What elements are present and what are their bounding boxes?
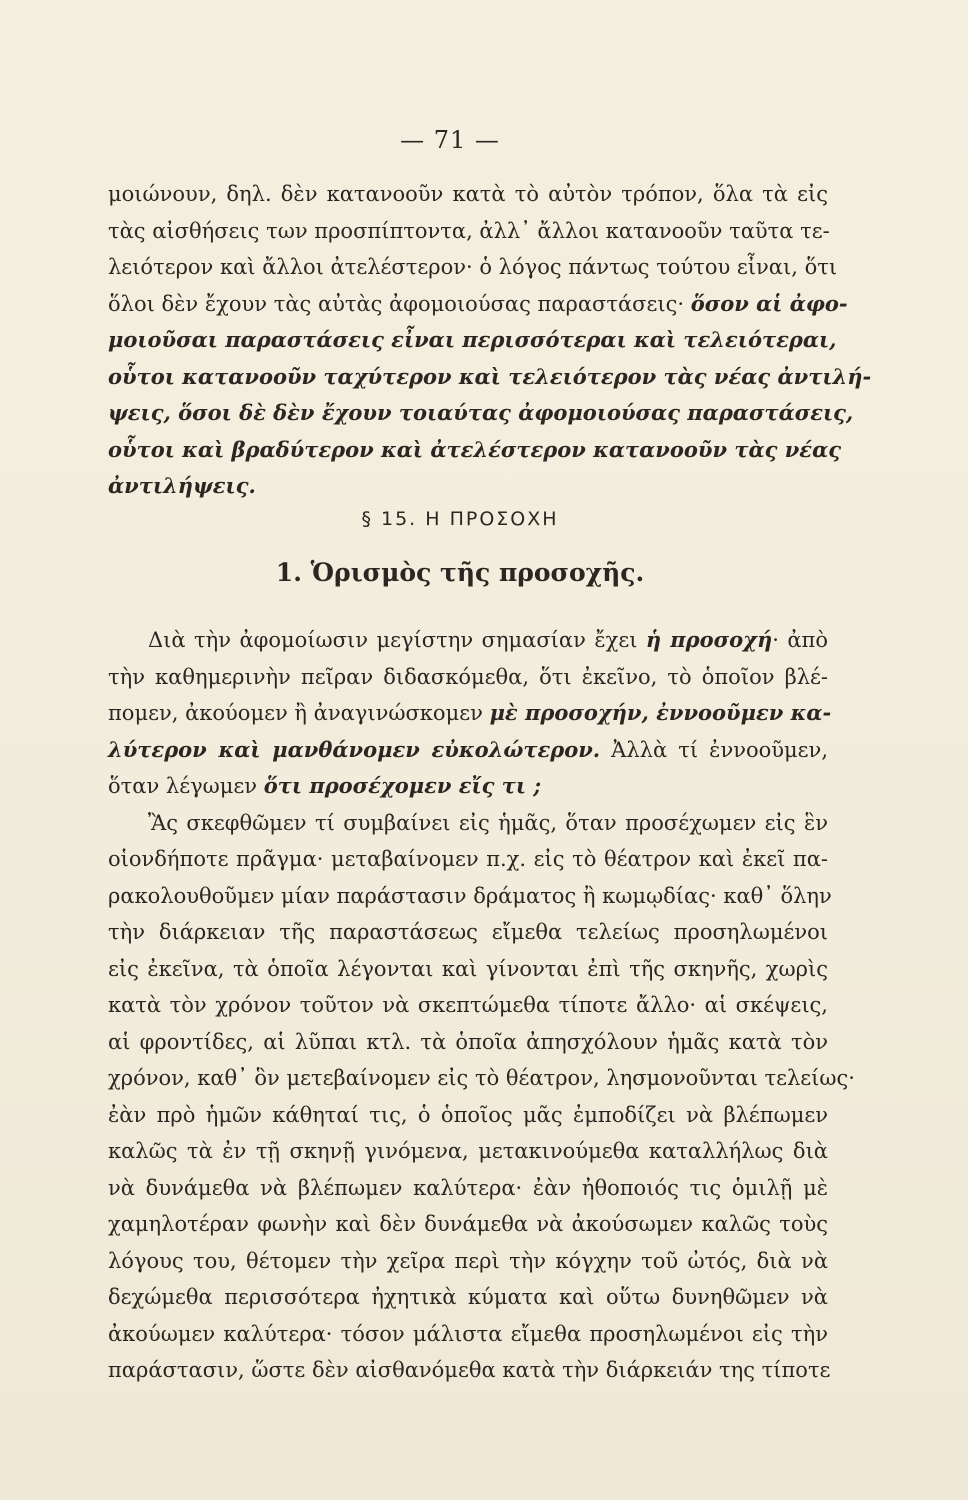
text-line [108, 805, 828, 842]
text-line [108, 695, 832, 732]
text-line [108, 768, 828, 805]
text-run: χαμηλοτέραν φωνὴν καὶ δὲν δυνάμεθα νὰ ἀκούσωμεν καλῶς τοὺς [108, 1212, 828, 1236]
text-run: Ἂς σκεφθῶμεν τί συμβαίνει εἰς ἡμᾶς, ὅταν προσέχωμεν εἰς ἓν [148, 810, 828, 835]
emphasized-text: μὲ προσοχήν, ἐννοοῦμεν κα- [489, 700, 832, 725]
text-line [108, 1133, 828, 1170]
text-run: παράστασιν, ὥστε δὲν αἰσθανόμεθα κατὰ τὴν διάρκειάν της τίποτε [108, 1358, 831, 1382]
emphasized-text: οὗτοι καὶ βραδύτερον καὶ ἀτελέστερον κατανοοῦν τὰς νέας [108, 436, 842, 462]
text-run: τὴν καθημερινὴν πεῖραν διδασκόμεθα, ὅτι ἐκεῖνο, τὸ ὁποῖον βλέ- [108, 664, 828, 689]
text-line [108, 249, 838, 286]
emphasized-text: ὅσον αἱ ἀφο- [690, 290, 848, 316]
text-run: δεχώμεθα περισσότερα ἠχητικὰ κύματα καὶ οὕτω δυνηθῶμεν νὰ [108, 1285, 828, 1309]
text-line [108, 1206, 828, 1243]
text-line [108, 914, 828, 951]
text-run: νὰ δυνάμεθα νὰ βλέπωμεν καλύτερα· ἐὰν ἠθοποιός τις ὁμιλῇ μὲ [108, 1175, 828, 1200]
text-line [108, 176, 828, 213]
text-line [108, 1316, 828, 1353]
text-run: κατὰ τὸν χρόνον τοῦτον νὰ σκεπτώμεθα τίποτε ἄλλο· αἱ σκέψεις, [108, 993, 828, 1017]
text-line [108, 987, 828, 1024]
text-line [108, 395, 854, 432]
text-line [108, 1279, 828, 1316]
text-run: μοιώνουν, δηλ. δὲν κατανοοῦν κατὰ τὸ αὐτὸν τρόπον, ὅλα τὰ εἰς [108, 182, 828, 206]
text-run: οἱονδήποτε πρᾶγμα· μεταβαίνομεν π.χ. εἰς τὸ θέατρον καὶ ἐκεῖ πα- [108, 847, 828, 871]
text-line [108, 659, 828, 696]
text-line [108, 622, 828, 659]
text-run: Διὰ τὴν ἀφομοίωσιν μεγίστην σημασίαν ἔχει [148, 628, 646, 652]
text-line [108, 1170, 828, 1207]
emphasized-text: οὗτοι κατανοοῦν ταχύτερον καὶ τελειότερον τὰς νέας ἀντιλή- [108, 363, 872, 389]
text-run: καλῶς τὰ ἐν τῇ σκηνῇ γινόμενα, μετακινούμεθα καταλλήλως διὰ [108, 1139, 828, 1163]
text-line [108, 1060, 855, 1097]
subsection-heading: 1. Ὁρισμὸς τῆς προσοχῆς. [275, 558, 645, 587]
text-run: αἱ φροντίδες, αἱ λῦπαι κτλ. τὰ ὁποῖα ἀπησχόλουν ἡμᾶς κατὰ τὸν [108, 1029, 828, 1054]
emphasized-text: λύτερον καὶ μανθάνομεν εὐκολώτερον. [108, 736, 601, 762]
text-run: χρόνον, καθ᾿ ὃν μετεβαίνομεν εἰς τὸ θέατρον, λησμονοῦνται τελείως· [108, 1066, 855, 1090]
text-line [108, 878, 832, 915]
page-number: — 71 — [400, 126, 500, 154]
emphasized-text: ἀντιλήψεις. [108, 473, 256, 498]
text-line [108, 468, 828, 505]
text-line [108, 213, 828, 250]
text-run: · ἀπὸ [772, 628, 828, 652]
text-line [108, 1024, 828, 1061]
emphasized-text: ἡ προσοχή [645, 627, 773, 652]
text-run: τὰς αἰσθήσεις των προσπίπτοντα, ἀλλ᾿ ἄλλοι κατανοοῦν ταῦτα τε- [108, 218, 830, 243]
text-line [108, 1243, 828, 1280]
paragraph-2 [108, 622, 855, 1389]
text-line [108, 322, 837, 359]
text-line [108, 1352, 831, 1389]
emphasized-text: ὅτι προσέχομεν εἴς τι ; [263, 773, 542, 798]
text-line [108, 951, 828, 988]
text-line [108, 286, 848, 323]
text-run: Ἀλλὰ τί ἐννοοῦμεν, [600, 737, 829, 762]
text-line [108, 841, 828, 878]
emphasized-text: μοιοῦσαι παραστάσεις εἶναι περισσότεραι καὶ τελειότεραι, [108, 327, 837, 352]
text-run: εἰς ἐκεῖνα, τὰ ὁποῖα λέγονται καὶ γίνονται ἐπὶ τῆς σκηνῆς, χωρὶς [108, 956, 828, 981]
text-run: ἀκούωμεν καλύτερα· τόσον μάλιστα εἴμεθα προσηλωμένοι εἰς τὴν [108, 1321, 828, 1346]
text-line [108, 1097, 828, 1134]
text-run: ρακολουθοῦμεν μίαν παράστασιν δράματος ἢ κωμῳδίας· καθ᾿ ὅλην [108, 883, 832, 908]
text-run: λειότερον καὶ ἄλλοι ἀτελέστερον· ὁ λόγος πάντως τούτου εἶναι, ὅτι [108, 255, 838, 279]
text-run: ἐὰν πρὸ ἡμῶν κάθηταί τις, ὁ ὁποῖος μᾶς ἐμποδίζει νὰ βλέπωμεν [108, 1102, 828, 1127]
text-line [108, 732, 828, 769]
emphasized-text: ψεις, ὅσοι δὲ δὲν ἔχουν τοιαύτας ἀφομοιούσας παραστάσεις, [108, 400, 854, 425]
text-run: λόγους του, θέτομεν τὴν χεῖρα περὶ τὴν κόγχην τοῦ ὠτός, διὰ νὰ [108, 1248, 828, 1273]
text-run: ὅταν λέγωμεν [108, 774, 264, 798]
text-run: τὴν διάρκειαν τῆς παραστάσεως εἴμεθα τελείως προσηλωμένοι [108, 920, 828, 944]
text-run: πομεν, ἀκούομεν ἢ ἀναγινώσκομεν [108, 701, 490, 725]
section-heading: § 15. Η ΠΡΟΣΟΧΗ [361, 508, 559, 530]
paragraph-1 [108, 176, 872, 505]
text-line [108, 432, 842, 469]
text-line [108, 359, 872, 396]
text-run: ὅλοι δὲν ἔχουν τὰς αὐτὰς ἀφομοιούσας παραστάσεις· [108, 291, 691, 316]
